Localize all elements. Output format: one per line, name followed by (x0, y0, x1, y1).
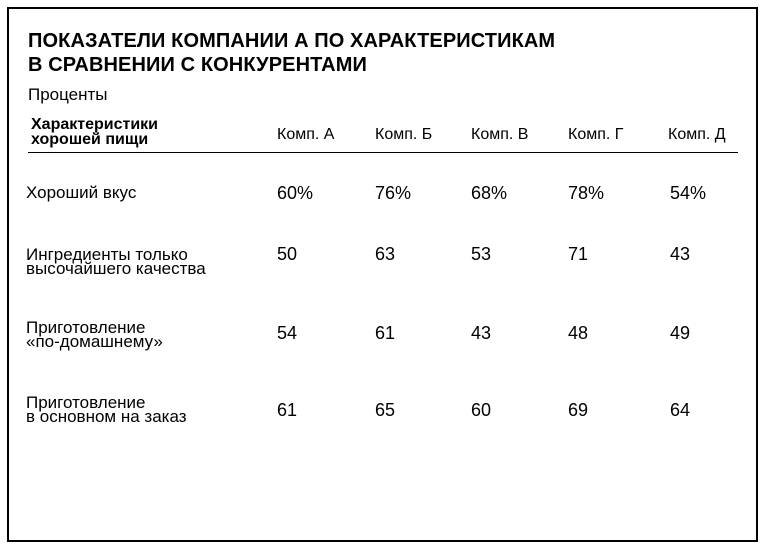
characteristic-header-line-1: Характеристики (31, 116, 159, 133)
table-cell: 43 (471, 323, 492, 343)
table-cell: 53 (471, 244, 492, 264)
row-label-made-to-order (26, 393, 187, 426)
table-cell: 76% (375, 183, 412, 203)
table-cell: 65 (375, 400, 396, 420)
row-label-line-1: Приготовление (26, 318, 146, 337)
row-label-line-2: в основном на заказ (26, 407, 187, 426)
title-line-2: В СРАВНЕНИИ С КОНКУРЕНТАМИ (28, 54, 367, 76)
row-label-line-2: «по-домашнему» (26, 332, 163, 351)
table-cell: 50 (277, 244, 298, 264)
table-cell: 63 (375, 244, 396, 264)
table-cell: 61 (375, 323, 396, 343)
unit-label: Проценты (28, 85, 108, 104)
row-label-line-2: высочайшего качества (26, 259, 206, 278)
table-cell: 64 (670, 400, 691, 420)
characteristic-header-line-2: хорошей пищи (31, 131, 149, 148)
header-divider (28, 152, 738, 153)
row-label-line-1: Приготовление (26, 393, 146, 412)
table-cell: 54 (277, 323, 298, 343)
company-g-header: Комп. Г (568, 126, 624, 143)
table-cell: 61 (277, 400, 298, 420)
row-label-line-1: Хороший вкус (26, 183, 137, 202)
table-cell: 69 (568, 400, 589, 420)
company-d-header: Комп. Д (668, 126, 726, 143)
document-title (28, 29, 555, 77)
company-a-header: Комп. А (277, 126, 335, 143)
table-cell: 48 (568, 323, 589, 343)
table-cell: 60% (277, 183, 314, 203)
company-v-header: Комп. В (471, 126, 529, 143)
table-cell: 54% (670, 183, 707, 203)
row-label-homemade (26, 318, 163, 351)
row-label-good-taste (26, 183, 137, 202)
table-cell: 78% (568, 183, 605, 203)
row-label-ingredients (26, 245, 206, 278)
table-cell: 68% (471, 183, 508, 203)
characteristic-column-header (31, 117, 158, 147)
table-cell: 60 (471, 400, 492, 420)
table-cell: 49 (670, 323, 691, 343)
title-line-1: ПОКАЗАТЕЛИ КОМПАНИИ А ПО ХАРАКТЕРИСТИКАМ (28, 30, 556, 52)
table-cell: 43 (670, 244, 691, 264)
company-b-header: Комп. Б (375, 126, 433, 143)
row-label-line-1: Ингредиенты только (26, 245, 188, 264)
table-cell: 71 (568, 244, 589, 264)
